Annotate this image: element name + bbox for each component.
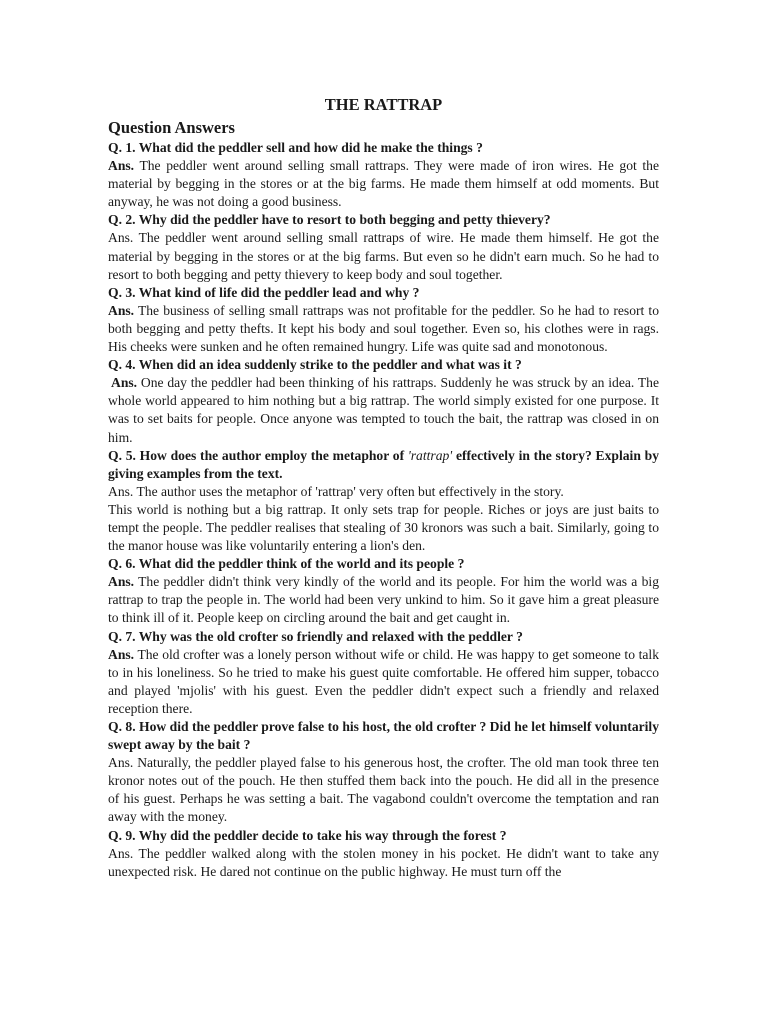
answer-text: The old crofter was a lonely person without wife or child. He was happy to get someone to talk to in his loneliness. So he tried to make his guest quite comfortable. He offered him supper, tobacco and played 'mjolis' with his guest. Even the peddler didn't expect such a friendly and relaxed reception there.: [108, 646, 659, 716]
answer-label: Ans.: [108, 755, 134, 771]
qa-item: [108, 555, 659, 627]
answer-text: The peddler went around selling small rattraps of wire. He made them himself. He got the material by begging in the stores or at the big farms. But even so he didn't earn much. So he had to resort to both begging and petty thievery to keep body and soul together.: [108, 230, 659, 282]
question-part: Q. 5. How does the author employ the metaphor of: [108, 447, 408, 463]
answer-label: Ans.: [108, 483, 134, 499]
qa-item: [108, 718, 659, 827]
answer-label: Ans.: [108, 302, 135, 318]
answer-paragraph: [108, 845, 659, 881]
answer-paragraph: [108, 483, 659, 501]
qa-item: [108, 447, 659, 556]
answer-text: One day the peddler had been thinking of his rattraps. Suddenly he was struck by an idea. The whole world appeared to him nothing but a big rattrap. The world simply existed for one purpose. It was to set baits for people. Once anyone was tempted to touch the bait, the rattrap was closed in on him.: [108, 375, 659, 445]
question: [108, 447, 659, 483]
answer-paragraph: [108, 501, 659, 555]
answer-text: The peddler didn't think very kindly of the world and its people. For him the world was a big rattrap to trap the people in. The world had been very unkind to him. So it gave him a great pleasure to think ill of it. People keep on circling around the bait and get caught in.: [108, 574, 659, 626]
question: Q. 1. What did the peddler sell and how did he make the things ?: [108, 140, 483, 155]
answer-paragraph: [108, 573, 659, 627]
answer-text: Naturally, the peddler played false to his generous host, the crofter. The old man took three ten kronor notes out of the pouch. He then stuffed them back into the pouch. He did all in the presence of his guest. Perhaps he was setting a bait. The vagabond couldn't overcome the temptation and ran away with the money.: [108, 755, 659, 825]
answer-label: Ans.: [108, 574, 135, 590]
question: Q. 3. What kind of life did the peddler lead and why ?: [108, 284, 420, 300]
question: Q. 4. When did an idea suddenly strike to the peddler and what was it ?: [108, 357, 522, 373]
question-part: effectively in the story? Explain by giving examples from the text.: [108, 447, 659, 481]
answer-text: The business of selling small rattraps was not profitable for the peddler. So he had to resort to both begging and petty thefts. It kept his body and soul together. Even so, his clothes were in rags. His cheeks were sunken and he often remained hungry. Life was quite sad and monotonous.: [108, 302, 659, 355]
answer-paragraph: [108, 374, 659, 446]
answer-text: This world is nothing but a big rattrap. It only sets trap for people. Riches or joys are just baits to tempt the people. The peddler realises that stealing of 30 kronors was such a bait. Similarly, going to the manor house was like voluntarily entering a lion's den.: [108, 501, 659, 554]
qa-item: [108, 628, 659, 718]
answer-label: Ans.: [111, 375, 138, 391]
question: Q. 7. Why was the old crofter so friendly and relaxed with the peddler ?: [108, 628, 523, 644]
qa-list: [108, 139, 659, 881]
answer-label: Ans.: [108, 230, 134, 246]
answer-text: The peddler went around selling small rattraps. They were made of iron wires. He got the material by begging in the stores or at the big farms. He made them himself at odd moments. But anyway, he was not doing a good business.: [108, 158, 659, 210]
answer-label: Ans.: [108, 646, 135, 662]
answer-paragraph: [108, 754, 659, 826]
document-page: [108, 94, 659, 881]
answer-paragraph: [108, 157, 659, 211]
section-heading: Question Answers: [108, 118, 235, 137]
answer-label: Ans.: [108, 845, 134, 861]
qa-item: [108, 284, 659, 356]
answer-paragraph: [108, 302, 659, 356]
answer-paragraph: [108, 229, 659, 283]
qa-item: [108, 827, 659, 881]
answer-paragraph: [108, 646, 659, 718]
question: Q. 9. Why did the peddler decide to take his way through the forest ?: [108, 827, 507, 843]
answer-text: The author uses the metaphor of 'rattrap' very often but effectively in the story.: [133, 483, 564, 499]
qa-item: [108, 139, 659, 211]
document-title: THE RATTRAP: [324, 95, 443, 114]
qa-item: [108, 356, 659, 446]
answer-text: The peddler walked along with the stolen money in his pocket. He didn't want to take any unexpected risk. He dared not continue on the public highway. He must turn off the: [108, 845, 659, 879]
answer-label: Ans.: [108, 158, 135, 174]
question: Q. 8. How did the peddler prove false to his host, the old crofter ? Did he let himself voluntarily swept away by the bait ?: [108, 719, 659, 753]
question: Q. 2. Why did the peddler have to resort to both begging and petty thievery?: [108, 212, 551, 228]
question-emphasis: 'rattrap': [407, 447, 453, 463]
question: Q. 6. What did the peddler think of the world and its people ?: [108, 556, 465, 572]
qa-item: [108, 211, 659, 283]
